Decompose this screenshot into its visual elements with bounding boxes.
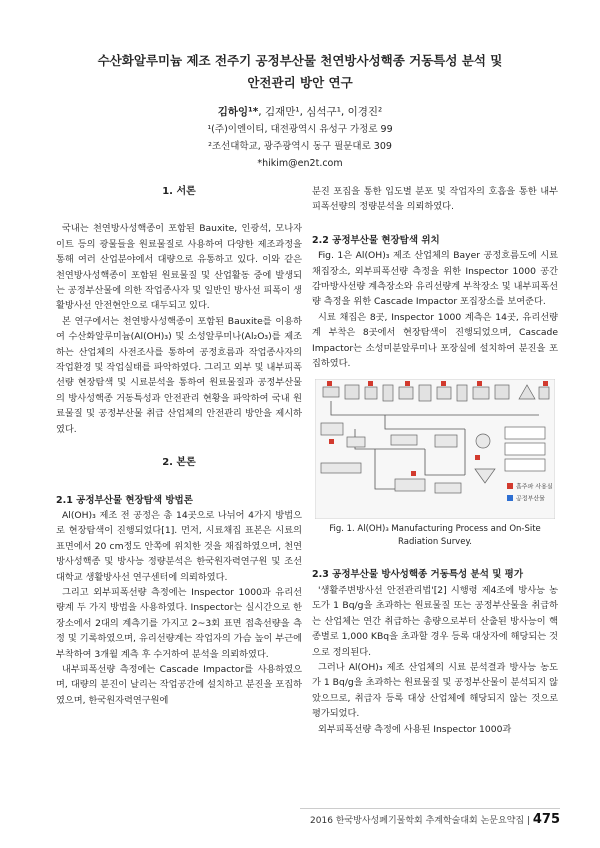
figure-caption: Fig. 1. Al(OH)₃ Manufacturing Process and On-Site Radiation Survey. — [329, 524, 541, 548]
footer-text: 2016 한국방사성폐기물학회 추계학술대회 논문요약집 | — [310, 816, 530, 826]
section-2-1-paragraph-2: 그리고 외부피폭선량 측정에는 Inspector 1000과 유리선량계 두 가지 방법을 사용하였다. Inspector는 실시간으로 한 장소에서 2대의 계측기를 가지고 2~3회 표면 접촉선량을 측정 및 기록하였으며, 유리선량계는 작업자의 가슴 높이 부근에 부착하여 3개월 계측 후 수거하여 분석을 의뢰하였다. — [56, 586, 302, 660]
title-line-1: 수산화알루미늄 제조 전주기 공정부산물 천연방사성핵종 거동특성 분석 및 — [97, 53, 503, 68]
section-2-heading: 2. 본론 — [162, 457, 196, 469]
section-2-3-paragraph-1: '생활주변방사선 안전관리법'[2] 시행령 제4조에 방사능 농도가 1 Bq/g을 초과하는 원료물질 또는 공정부산물을 취급하는 산업체는 연간 취급하는 총량으로부터 산출된 방사능이 핵종별로 1,000 KBq을 초과할 경우 등록 대상자에 해당되는 것으로 정의된다. — [312, 584, 558, 658]
section-2-1-heading: 2.1 공정부산물 현장탐색 방법론 — [56, 494, 193, 506]
affiliation-2: ²조선대학교, 광주광역시 동구 필문대로 309 — [208, 141, 392, 152]
process-flow-figure — [315, 379, 555, 519]
author-list — [100, 104, 500, 121]
page-number: 475 — [532, 812, 560, 827]
figure-side-boxes — [505, 427, 545, 471]
section-2-2-paragraph-1: Fig. 1은 Al(OH)₃ 제조 산업체의 Bayer 공정흐름도에 시료 채집장소, 외부피폭선량 측정을 위한 Inspector 1000 공간감마방사선량 계측장소와 유리선량계 부착장소 및 내부피폭선량 측정을 위한 Cascade Impactor 포집장소를 보여준다. — [312, 250, 558, 308]
section-2-1-paragraph-3: 내부피폭선량 측정에는 Cascade Impactor를 사용하였으며, 대량의 분진이 날리는 작업공간에 설치하고 분진을 포집하였으며, 한국원자력연구원에 — [56, 663, 302, 706]
section-2-2-paragraph-2: 시료 채집은 8곳, Inspector 1000 계측은 14곳, 유리선량계 부착은 8곳에서 현장탐색이 진행되었으며, Cascade Impactor는 소성미분알루미나 포장실에 설치하여 분진을 포집하였다. — [312, 311, 558, 370]
legend-item-1: 흡주파 사용실 — [516, 483, 553, 491]
first-author: 김하잉¹* — [217, 106, 259, 118]
section-2-3-paragraph-3: 외부피폭선량 측정에 사용된 Inspector 1000과 — [318, 723, 512, 735]
title-line-2: 안전관리 방안 연구 — [247, 75, 353, 90]
section-2-3-paragraph-2: 그러나 Al(OH)₃ 제조 산업체의 시료 분석결과 방사능 농도가 1 Bq/g을 초과하는 원료물질 및 공정부산물이 분석되지 않았으므로, 취급자 등록 대상 산업체에 해당되지 않는 것으로 평가되었다. — [312, 661, 558, 720]
section-2-2-heading: 2.2 공정부산물 현장탐색 위치 — [312, 234, 440, 246]
section-1-paragraph-2: 본 연구에서는 천연방사성핵종이 포함된 Bauxite를 이용하여 수산화알루미늄(Al(OH)₃) 및 소성알루미나(Al₂O₃)를 제조하는 산업체의 사전조사를 통하여 공정흐름과 작업종사자의 작업환경 및 작업실태를 파악하였다. 그리고 외부 및 내부피폭선량 현장탐색 및 시료분석을 통하여 원료물질과 공정부산물의 방사성핵종 거동특성과 안전관리 현황을 파악하여 국내 원료물질 및 공정부산물 취급 산업체의 안전관리 방안을 제시하였다. — [56, 315, 302, 435]
paper-title — [60, 50, 540, 94]
section-2-1-paragraph-1: Al(OH)₃ 제조 전 공정은 총 14곳으로 나뉘어 4가지 방법으로 현장탐색이 진행되었다[1]. 먼저, 시료채집 표본은 시료의 표면에서 20 cm정도 안쪽에 위치한 것을 채집하였으며, 천연방사성핵종 및 방사능 정량분석은 한국원자력연구원 및 조선대학교 생활방사선 연구센터에 의뢰하였다. — [56, 509, 302, 583]
continued-paragraph: 분진 포집을 통한 입도별 분포 및 작업자의 호흡을 통한 내부피폭선량의 정량분석을 의뢰하였다. — [312, 186, 558, 213]
legend-item-2: 공정부산물 — [516, 495, 545, 503]
section-1-paragraph-1: 국내는 천연방사성핵종이 포함된 Bauxite, 인광석, 모나자이트 등의 광물들을 원료물질로 사용하여 다양한 제조과정을 통해 여러 산업분야에서 대량으로 유통하고 있다. 이와 같은 천연방사성핵종이 포함된 원료물질 및 산업활동 중에 발생되는 공정부산물에 의한 작업종사자 및 일반인 방사선 피폭이 생활방사선 안전현안으로 대두되고 있다. — [56, 223, 302, 312]
corresponding-email: *hikim@en2t.com — [257, 158, 343, 169]
co-authors: , 김재만¹, 심석구¹, 이경진² — [258, 106, 383, 118]
section-2-3-heading: 2.3 공정부산물 방사성핵종 거동특성 분석 및 평가 — [312, 569, 524, 581]
footer-divider — [300, 808, 560, 809]
affiliation-1: ¹(주)이엔이티, 대전광역시 유성구 가정로 99 — [207, 124, 393, 135]
right-column — [312, 184, 558, 737]
page-footer — [310, 812, 560, 827]
left-column — [56, 184, 302, 708]
section-1-heading: 1. 서론 — [162, 186, 196, 197]
